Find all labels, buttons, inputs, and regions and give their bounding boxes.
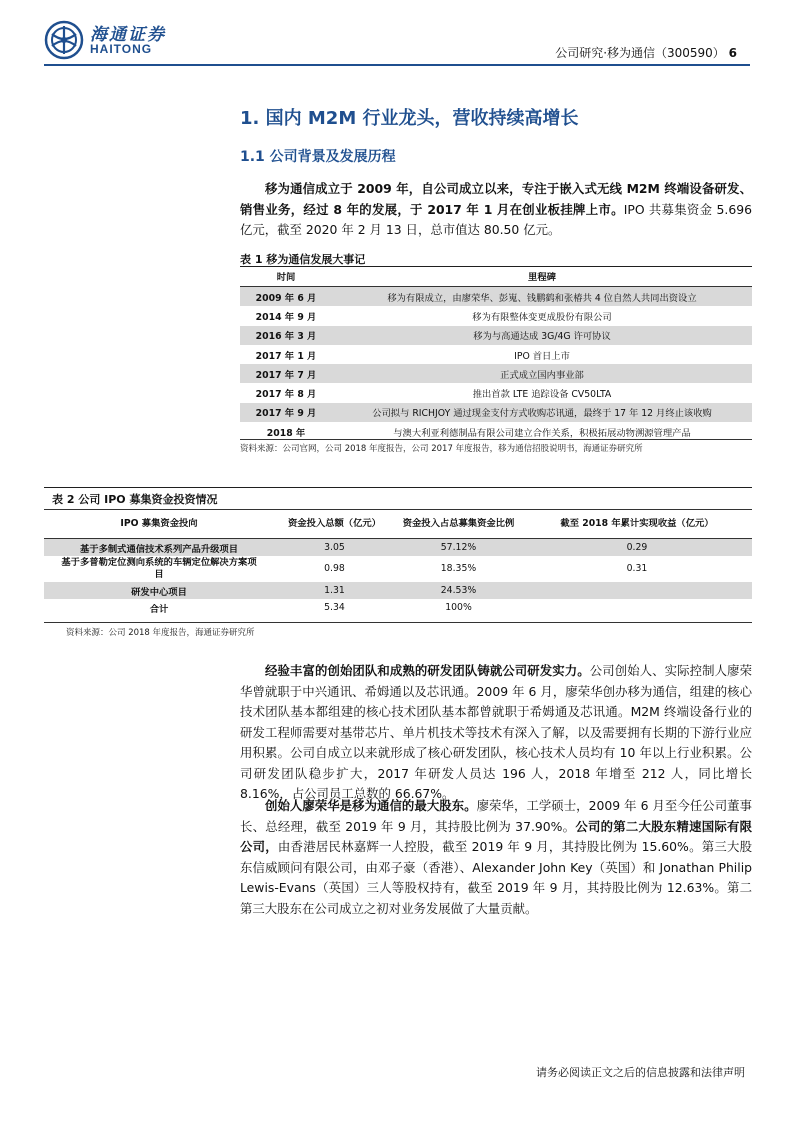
table2-title: 表 2 公司 IPO 募集资金投资情况 bbox=[52, 493, 218, 506]
para3-normal2: 由香港居民林嘉辉一人控股，截至 2019 年 9 月，其持股比例为 15.60%。第三大股东信威顾问有限公司，由邓子豪（香港）、Alexander John Key（英国）和 Jonathan Philip Lewis-Evans（英国）三人等股权持有，截至 2019 年 9 月，其持股比例为 12.63%。第二第三大股东在公司成立之初对业务发展做了大量贡献。 bbox=[240, 839, 753, 916]
footer-disclaimer: 请务必阅读正文之后的信息披露和法律声明 bbox=[536, 1066, 745, 1079]
table-cell: 移为有限整体变更成股份有限公司 bbox=[472, 311, 612, 323]
table-row bbox=[240, 364, 752, 383]
table-row bbox=[44, 582, 752, 599]
para3-bold2: 公司的第二大股东精速国际有限公司， bbox=[240, 818, 753, 854]
table2-top-border bbox=[44, 487, 752, 488]
paragraph-rd-team bbox=[240, 661, 752, 805]
table-cell: 2017 年 8 月 bbox=[255, 389, 317, 401]
table-cell: 100% bbox=[445, 602, 472, 613]
header-divider bbox=[44, 64, 750, 66]
table2-header-ratio bbox=[395, 510, 522, 539]
table-cell: 2014 年 9 月 bbox=[255, 311, 317, 323]
table-cell: 5.34 bbox=[324, 602, 345, 613]
table-cell: 与澳大利亚利德制品有限公司建立合作关系，积极拓展动物溯源管理产品 bbox=[393, 427, 691, 439]
table-cell: 公司拟与 RICHJOY 通过现金支付方式收购芯讯通，最终于 17 年 12 月终止该收购 bbox=[332, 403, 752, 422]
table2-source: 资料来源：公司 2018 年度报告，海通证券研究所 bbox=[66, 628, 255, 638]
table-cell: 2017 年 7 月 bbox=[240, 364, 332, 383]
table-row bbox=[240, 306, 752, 325]
table2-header-use: IPO 募集资金投向 bbox=[44, 510, 274, 539]
ipo-funds-table bbox=[44, 510, 752, 616]
paragraph-shareholders bbox=[240, 796, 752, 919]
table1-header-time: 时间 bbox=[240, 266, 332, 287]
milestone-table bbox=[240, 266, 752, 441]
table1-header-milestone: 里程碑 bbox=[332, 266, 752, 287]
table-cell bbox=[522, 599, 752, 616]
section-heading-1-1: 1.1 公司背景及发展历程 bbox=[240, 149, 396, 165]
table2-header-amount: 资金投入总额（亿元） bbox=[274, 510, 395, 539]
table2-header-ratio-text: 资金投入占总募集资金比例 bbox=[402, 518, 515, 529]
table-cell: IPO 首日上市 bbox=[514, 350, 570, 362]
table-cell: 0.29 bbox=[522, 539, 752, 557]
table2-bottom-border bbox=[44, 622, 752, 623]
company-logo bbox=[44, 20, 179, 60]
table-cell bbox=[522, 582, 752, 599]
paragraph-company-background bbox=[240, 179, 752, 241]
table-row bbox=[240, 326, 752, 345]
table-cell bbox=[44, 556, 274, 582]
table-cell: 推出首款 LTE 追踪设备 CV50LTA bbox=[472, 389, 612, 401]
table1-bottom-border bbox=[240, 439, 752, 440]
table-row bbox=[240, 383, 752, 402]
para2-normal: 公司创始人、实际控制人廖荣华曾就职于中兴通讯、希姆通以及芯讯通。2009 年 6 月，廖荣华创办移为通信，组建的核心技术团队基本都组建的核心技术团队基本都曾就职于希姆通及芯讯通。M2M 终端设备行业的研发工程师需要对基带芯片、单片机技术等技术有深入了解，以及需要拥有长期的下游行业应用积累。公司自成立以来就形成了核心研发团队，核心技术人员均有 10 年以上行业积累。公司研发团队稳步扩大，2017 年研发人员达 196 人，2018 年增至 212 人，同比增长 8.16%，占公司员工总数的 66.67%。 bbox=[240, 663, 753, 801]
table-cell: 0.31 bbox=[626, 563, 648, 574]
table-cell: 2009 年 6 月 bbox=[240, 287, 332, 307]
table-cell: 基于多制式通信技术系列产品升级项目 bbox=[44, 539, 274, 557]
table1-source: 资料来源：公司官网，公司 2018 年度报告，公司 2017 年度报告，移为通信招股说明书，海通证券研究所 bbox=[240, 444, 643, 454]
table-cell: 2017 年 9 月 bbox=[240, 403, 332, 422]
table2-header-row bbox=[44, 510, 752, 539]
table-cell: 正式成立国内事业部 bbox=[332, 364, 752, 383]
para3-normal1: 廖荣华，工学硕士，2009 年 6 月至今任公司董事长、总经理，截至 2019 年 9 月，其持股比例为 37.90%。 bbox=[240, 798, 753, 834]
table-cell: 2016 年 3 月 bbox=[240, 326, 332, 345]
table2-header-return: 截至 2018 年累计实现收益（亿元） bbox=[522, 510, 752, 539]
table-cell: 24.53% bbox=[395, 582, 522, 599]
haitong-emblem-icon bbox=[44, 20, 84, 60]
para1-bold: 移为通信成立于 2009 年，自公司成立以来，专注于嵌入式无线 M2M 终端设备研发、销售业务，经过 8 年的发展，于 2017 年 1 月在创业板挂牌上市。 bbox=[240, 181, 752, 217]
table-cell: 2017 年 1 月 bbox=[255, 350, 317, 362]
table-cell: 3.05 bbox=[274, 539, 395, 557]
table-row bbox=[44, 556, 752, 582]
table-cell: 1.31 bbox=[274, 582, 395, 599]
table-cell: 研发中心项目 bbox=[44, 582, 274, 599]
para2-bold: 经验丰富的创始团队和成熟的研发团队铸就公司研发实力。 bbox=[265, 663, 590, 678]
page-number: 6 bbox=[728, 46, 737, 60]
logo-english-name: HAITONG bbox=[90, 42, 153, 56]
para1-normal: IPO 共募集资金 5.696 亿元，截至 2020 年 2 月 13 日，总市值达 80.50 亿元。 bbox=[240, 201, 752, 237]
table-cell: 57.12% bbox=[395, 539, 522, 557]
logo-chinese-name: 海通证券 bbox=[90, 25, 166, 45]
table-cell: 18.35% bbox=[440, 563, 477, 574]
header-company-label: 公司研究·移为通信（300590） bbox=[555, 46, 725, 60]
table-cell: 合计 bbox=[149, 603, 169, 615]
table-row bbox=[240, 403, 752, 422]
table-row bbox=[44, 599, 752, 616]
header-report-title bbox=[555, 44, 737, 61]
table-row bbox=[240, 287, 752, 307]
table-cell: 0.98 bbox=[324, 563, 345, 574]
table-cell: 2018 年 bbox=[266, 427, 306, 439]
table1-title: 表 1 移为通信发展大事记 bbox=[240, 253, 366, 266]
para3-bold1: 创始人廖荣华是移为通信的最大股东。 bbox=[265, 798, 477, 813]
section-heading-1: 1. 国内 M2M 行业龙头，营收持续高增长 bbox=[240, 108, 579, 129]
table-cell: 移为有限成立，由廖荣华、彭嵬、钱鹏鹤和张椿共 4 位自然人共同出资设立 bbox=[332, 287, 752, 307]
table2-row2-label: 基于多普勒定位测向系统的车辆定位解决方案项目 bbox=[61, 557, 257, 580]
table-row bbox=[240, 345, 752, 364]
table1-header-row bbox=[240, 266, 752, 287]
table-cell: 移为与高通达成 3G/4G 许可协议 bbox=[332, 326, 752, 345]
table-row bbox=[44, 539, 752, 557]
